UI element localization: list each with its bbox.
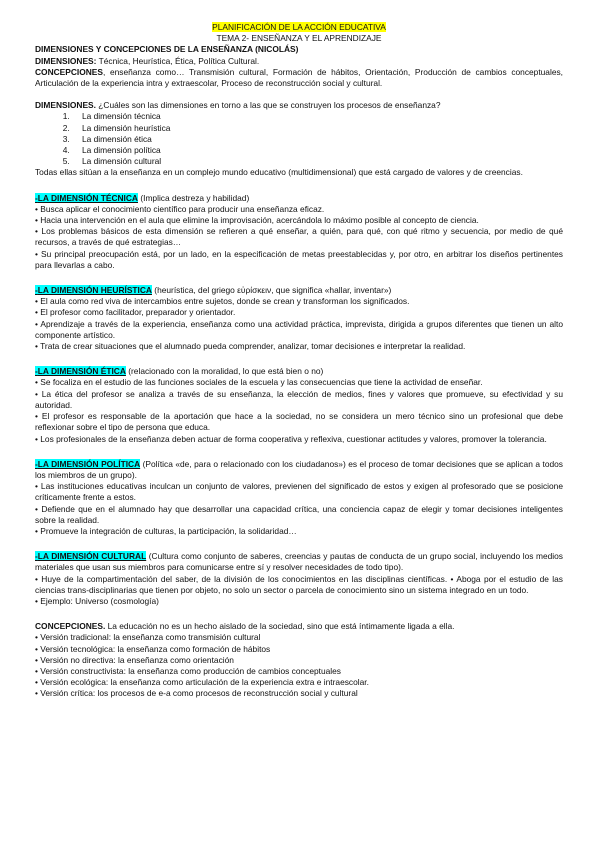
document-page xyxy=(35,22,563,700)
section-etica-title: LA DIMENSIÓN ÉTICA xyxy=(37,366,126,377)
bullet: • Promueve la integración de culturas, la participación, la solidaridad… xyxy=(35,525,297,536)
document-subtitle: TEMA 2- ENSEÑANZA Y EL APRENDIZAJE xyxy=(216,33,382,44)
section-politica-subtitle: (Política «de, para o relacionado con los ciudadanos») es el proceso de tomar decisiones que se aplican a todos los miembros de un grupo). xyxy=(35,458,563,480)
section-heuristica-heading xyxy=(35,285,563,296)
bullet: • El aula como red viva de intercambios entre sujetos, donde se crean y transforman los significados. xyxy=(35,296,410,307)
bullet: • Versión tecnológica: la enseñanza como formación de hábitos xyxy=(35,643,271,654)
concepciones-text: , enseñanza como… Transmisión cultural, Formación de hábitos, Orientación, Producción de cambios conceptuales, Articulación de la experiencia intra y extraescolar, Proceso de reconstrucción social y cultural. xyxy=(35,66,563,89)
dimensiones-section-label: DIMENSIONES. xyxy=(35,100,96,111)
intro-dimensiones xyxy=(35,56,563,67)
bullet: • Versión no directiva: la enseñanza como orientación xyxy=(35,654,234,665)
bullet: • La ética del profesor se analiza a través de su enseñanza, la elección de medios, fines y valores que promueve, su efectividad y su autoridad. xyxy=(35,388,563,410)
bullet: • Ejemplo: Universo (cosmología) xyxy=(35,595,159,606)
bullet: • Versión ecológica: la enseñanza como articulación de la experiencia extra e intraescolar. xyxy=(35,677,369,688)
section-cultural-title: LA DIMENSIÓN CULTURAL xyxy=(37,551,147,562)
section-prefix: - xyxy=(35,366,38,377)
section-etica-subtitle: (relacionado con la moralidad, lo que está bien o no) xyxy=(125,366,324,377)
bullet: • Aprendizaje a través de la experiencia, enseñanza como una actividad práctica, imprevista, dirigida a grupos diferentes que tienen un alto componente artístico. xyxy=(35,318,563,340)
dimensiones-list xyxy=(35,111,563,167)
section-cultural-subtitle: (Cultura como conjunto de saberes, creencias y pautas de conducta de un grupo social, incluyendo los medios materiales que usan sus miembros para comunicarse entre sí y resolver necesidades de todo tipo). xyxy=(35,551,563,573)
section-etica-heading xyxy=(35,366,563,377)
list-item: 3. La dimensión ética xyxy=(72,134,563,145)
dimensiones-label: DIMENSIONES: xyxy=(35,55,97,66)
bullet: • Huye de la compartimentación del saber, de la división de los conocimientos en las disciplinas científicas. • Aboga por el estudio de las ciencias trans-disciplinarias que tienen por objeto, no solo un sector o parcela de conocimiento sino un sistema integrado en un todo. xyxy=(35,573,563,595)
bullet: • Busca aplicar el conocimiento científico para producir una enseñanza eficaz. xyxy=(35,203,325,214)
section-tecnica-heading xyxy=(35,193,563,204)
bullet: • Versión constructivista: la enseñanza como producción de cambios conceptuales xyxy=(35,665,341,676)
section-prefix: - xyxy=(35,192,38,203)
bullet: • Su principal preocupación está, por un lado, en la especificación de metas preestablecidas y, por otro, en arbitrar los diseños pertinentes para llevarlas a cabo. xyxy=(35,248,563,270)
concepciones-section-label: CONCEPCIONES. xyxy=(35,621,106,632)
concepciones-label: CONCEPCIONES xyxy=(35,66,103,77)
concepciones-intro: La educación no es un hecho aislado de la sociedad, sino que está íntimamente ligada a ella. xyxy=(105,621,455,632)
section-prefix: - xyxy=(35,551,38,562)
bullet: • Los problemas básicos de esta dimensión se refieren a qué enseñar, a quién, para qué, con qué ritmo y secuencia, por medio de qué recursos, a través de qué estrategias… xyxy=(35,226,563,248)
bullet: • Hacia una intervención en el aula que elimine la improvisación, acercándola lo máximo posible al concepto de ciencia. xyxy=(35,215,479,226)
section-politica-title: LA DIMENSIÓN POLÍTICA xyxy=(37,458,141,469)
intro-heading: DIMENSIONES Y CONCEPCIONES DE LA ENSEÑANZA (NICOLÁS) xyxy=(35,44,299,55)
bullet: • Trata de crear situaciones que el alumnado pueda comprender, analizar, tomar decisiones e interpretar la realidad. xyxy=(35,341,466,352)
list-item: 2. La dimensión heurística xyxy=(72,123,563,134)
section-heuristica-subtitle: (heurística, del griego εὑρίσκειν, que significa «hallar, inventar») xyxy=(151,285,392,296)
bullet: • Versión crítica: los procesos de e-a como procesos de reconstrucción social y cultural xyxy=(35,688,358,699)
intro-concepciones xyxy=(35,67,563,89)
document-title: PLANIFICACIÓN DE LA ACCIÓN EDUCATIVA xyxy=(212,22,386,32)
bullet: • El profesor como facilitador, preparador y orientador. xyxy=(35,307,236,318)
header xyxy=(35,22,563,33)
section-prefix: - xyxy=(35,458,38,469)
dimensiones-question: DIMENSIONES. ¿Cuáles son las dimensiones en torno a las que se construyen los procesos de enseñanza? xyxy=(35,100,441,111)
bullet: • Los profesionales de la enseñanza deben actuar de forma cooperativa y reflexiva, cuestionar actitudes y valores, promover la tolerancia. xyxy=(35,433,547,444)
bullet: • Las instituciones educativas inculcan un conjunto de valores, previenen del significado de estos y exigen al profesorado que se posicione críticamente frente a estos. xyxy=(35,481,563,503)
bullet: • El profesor es responsable de la aportación que hace a la sociedad, no se considera un mero técnico sino un profesional que debe reflexionar sobre el tipo de persona que educa. xyxy=(35,411,563,433)
section-prefix: - xyxy=(35,285,38,296)
concepciones-heading xyxy=(35,621,563,632)
bullet: • Defiende que en el alumnado hay que desarrollar una capacidad crítica, una conciencia capaz de elegir y tomar decisiones inteligentes sobre la realidad. xyxy=(35,503,563,525)
bullet: • Versión tradicional: la enseñanza como transmisión cultural xyxy=(35,632,261,643)
section-tecnica-title: LA DIMENSIÓN TÉCNICA xyxy=(37,192,138,203)
dimensiones-closing: Todas ellas sitúan a la enseñanza en un complejo mundo educativo (multidimensional) que está cargado de valores y de creencias. xyxy=(35,167,523,178)
section-politica-heading xyxy=(35,459,563,481)
section-heuristica-title: LA DIMENSIÓN HEURÍSTICA xyxy=(37,285,152,296)
section-tecnica-subtitle: (Implica destreza y habilidad) xyxy=(138,192,250,203)
bullet: • Se focaliza en el estudio de las funciones sociales de la escuela y las consecuencias que tiene la actividad de enseñar. xyxy=(35,377,483,388)
list-item: 4. La dimensión política xyxy=(72,145,563,156)
dimensiones-text: Técnica, Heurística, Ética, Política Cultural. xyxy=(96,55,260,66)
list-item: 5. La dimensión cultural xyxy=(72,156,563,167)
list-item: 1. La dimensión técnica xyxy=(72,111,563,122)
section-cultural-heading xyxy=(35,551,563,573)
